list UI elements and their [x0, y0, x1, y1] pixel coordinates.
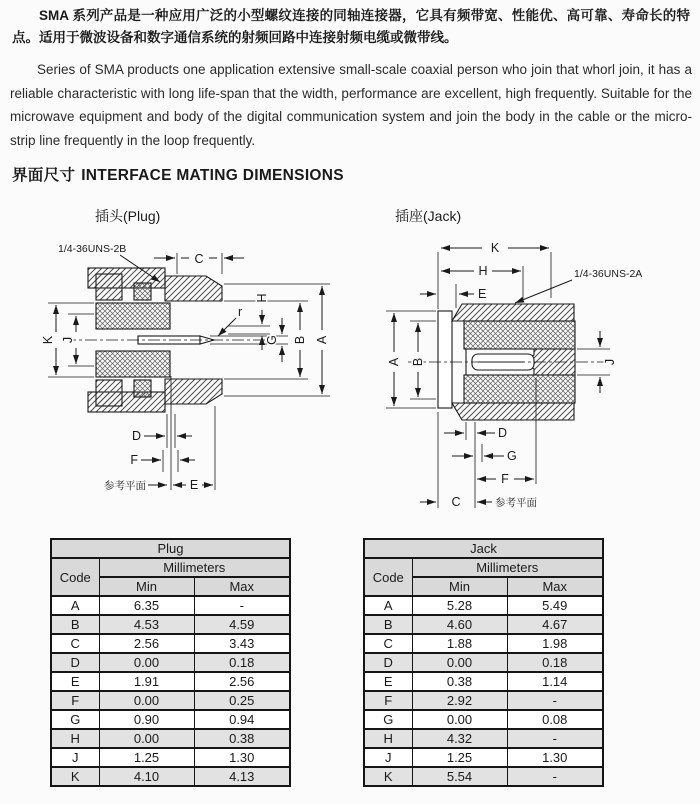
plug-dim-label-d: D	[131, 429, 141, 443]
plug-dim-label-k: K	[41, 335, 55, 345]
plug-dim-label-e: E	[189, 478, 199, 492]
plug-dim-h	[228, 293, 270, 350]
jack-dim-label-e: E	[478, 287, 487, 301]
plug-reference-plane-label: 参考平面	[104, 480, 146, 492]
plug-max-header: Max	[194, 577, 290, 596]
plug-millimeters-header: Millimeters	[99, 558, 290, 577]
jack-dim-label-g: G	[507, 449, 517, 463]
table-row	[364, 653, 603, 672]
max-cell: 0.18	[194, 653, 290, 672]
jack-code-header: Code	[364, 558, 412, 596]
jack-dim-label-d: D	[498, 426, 508, 440]
min-cell: 0.90	[99, 710, 194, 729]
max-cell: -	[194, 596, 290, 615]
max-cell: 4.59	[194, 615, 290, 634]
plug-dim-r	[218, 305, 242, 336]
table-row	[51, 767, 290, 786]
max-cell: 1.30	[507, 748, 603, 767]
max-cell: 2.56	[194, 672, 290, 691]
max-cell: 0.18	[507, 653, 603, 672]
code-cell: H	[364, 729, 412, 748]
min-cell: 2.92	[412, 691, 507, 710]
min-cell: 4.53	[99, 615, 194, 634]
jack-dim-label-j: J	[603, 358, 617, 366]
table-row	[51, 748, 290, 767]
code-cell: K	[51, 767, 99, 786]
jack-dim-label-h: H	[478, 264, 488, 278]
min-cell: 0.00	[412, 710, 507, 729]
table-row	[51, 691, 290, 710]
table-row	[51, 653, 290, 672]
min-cell: 4.60	[412, 615, 507, 634]
table-row	[364, 710, 603, 729]
code-cell: C	[51, 634, 99, 653]
table-row	[51, 672, 290, 691]
jack-dim-label-a: A	[387, 357, 401, 367]
plug-table-title: Plug	[51, 539, 290, 558]
plug-dim-label-r: r	[238, 305, 243, 319]
max-cell: 0.94	[194, 710, 290, 729]
table-row	[364, 729, 603, 748]
table-row	[364, 767, 603, 786]
min-cell: 0.38	[412, 672, 507, 691]
plug-dim-label-g: G	[265, 335, 279, 345]
plug-dim-label-c: C	[194, 252, 204, 266]
min-cell: 2.56	[99, 634, 194, 653]
plug-dim-c	[154, 252, 244, 274]
jack-dim-label-k: K	[490, 241, 500, 255]
code-cell: F	[51, 691, 99, 710]
max-cell: 0.38	[194, 729, 290, 748]
table-row	[51, 634, 290, 653]
table-row	[364, 748, 603, 767]
code-cell: D	[364, 653, 412, 672]
max-cell: -	[507, 691, 603, 710]
max-cell: -	[507, 767, 603, 786]
plug-dim-label-a: A	[315, 335, 329, 345]
jack-cross-section-drawing	[378, 226, 688, 518]
table-row	[51, 710, 290, 729]
min-cell: 0.00	[412, 653, 507, 672]
min-cell: 0.00	[99, 729, 194, 748]
code-cell: J	[51, 748, 99, 767]
code-cell: G	[51, 710, 99, 729]
code-cell: H	[51, 729, 99, 748]
code-cell: D	[51, 653, 99, 672]
code-cell: K	[364, 767, 412, 786]
plug-dim-label-h: H	[255, 293, 269, 303]
table-row	[364, 596, 603, 615]
code-cell: J	[364, 748, 412, 767]
plug-dimensions-table	[50, 538, 291, 787]
max-cell: 3.43	[194, 634, 290, 653]
min-cell: 4.10	[99, 767, 194, 786]
max-cell: -	[507, 729, 603, 748]
max-cell: 1.30	[194, 748, 290, 767]
code-cell: E	[51, 672, 99, 691]
max-cell: 1.14	[507, 672, 603, 691]
plug-code-header: Code	[51, 558, 99, 596]
max-cell: 5.49	[507, 596, 603, 615]
jack-thread-callout	[515, 268, 642, 303]
code-cell: B	[51, 615, 99, 634]
table-row	[51, 615, 290, 634]
jack-dim-b	[410, 321, 436, 399]
max-cell: 0.08	[507, 710, 603, 729]
code-cell: C	[364, 634, 412, 653]
table-row	[364, 672, 603, 691]
jack-figure-title: 插座(Jack)	[395, 208, 462, 224]
jack-millimeters-header: Millimeters	[412, 558, 603, 577]
jack-min-header: Min	[412, 577, 507, 596]
plug-thread-spec-label: 1/4-36UNS-2B	[58, 243, 127, 255]
table-row	[51, 596, 290, 615]
section-heading	[12, 163, 344, 185]
table-row	[364, 615, 603, 634]
code-cell: B	[364, 615, 412, 634]
table-row	[51, 729, 290, 748]
code-cell: E	[364, 672, 412, 691]
code-cell: G	[364, 710, 412, 729]
min-cell: 6.35	[99, 596, 194, 615]
jack-dim-label-f: F	[501, 472, 509, 486]
min-cell: 0.00	[99, 653, 194, 672]
plug-figure-title: 插头(Plug)	[95, 208, 161, 224]
jack-thread-spec-label: 1/4-36UNS-2A	[574, 268, 643, 280]
jack-dim-k	[438, 241, 551, 309]
jack-table-title: Jack	[364, 539, 603, 558]
max-cell: 4.67	[507, 615, 603, 634]
table-row	[364, 634, 603, 653]
min-cell: 5.54	[412, 767, 507, 786]
min-cell: 1.25	[412, 748, 507, 767]
min-cell: 0.00	[99, 691, 194, 710]
code-cell: A	[51, 596, 99, 615]
code-cell: A	[364, 596, 412, 615]
plug-cross-section-drawing	[30, 226, 340, 511]
min-cell: 1.88	[412, 634, 507, 653]
intro-paragraph-zh: SMA 系列产品是一种应用广泛的小型螺纹连接的同轴连接器，它具有频带宽、性能优、高可靠、寿命长的特点。适用于微波设备和数字通信系统的射频回路中连接射频电缆或微带线。	[12, 8, 690, 46]
max-cell: 1.98	[507, 634, 603, 653]
code-cell: F	[364, 691, 412, 710]
max-cell: 0.25	[194, 691, 290, 710]
min-cell: 1.25	[99, 748, 194, 767]
min-cell: 4.32	[412, 729, 507, 748]
min-cell: 5.28	[412, 596, 507, 615]
plug-min-header: Min	[99, 577, 194, 596]
section-heading-en: INTERFACE MATING DIMENSIONS	[81, 167, 344, 184]
plug-dim-label-f: F	[130, 453, 138, 467]
jack-max-header: Max	[507, 577, 603, 596]
section-heading-zh: 界面尺寸	[12, 167, 76, 184]
jack-dim-label-b: B	[411, 357, 425, 367]
intro-paragraph-en: Series of SMA products one application extensive small-scale coaxial person who join that whorl join, it has a reliable characteristic with long life-span that the width, performance are excellent, high frequently. Suitable for the microwave equipment and body of the digital communication system and join the body in the cable or the micro-strip line frequently in the loop frequently.	[10, 62, 692, 148]
max-cell: 4.13	[194, 767, 290, 786]
jack-dim-label-c: C	[451, 495, 461, 509]
jack-reference-plane-label: 参考平面	[495, 497, 537, 509]
plug-dim-label-j: J	[61, 336, 75, 344]
table-row	[364, 691, 603, 710]
min-cell: 1.91	[99, 672, 194, 691]
plug-dim-label-b: B	[293, 335, 307, 345]
jack-dimensions-table	[363, 538, 604, 787]
